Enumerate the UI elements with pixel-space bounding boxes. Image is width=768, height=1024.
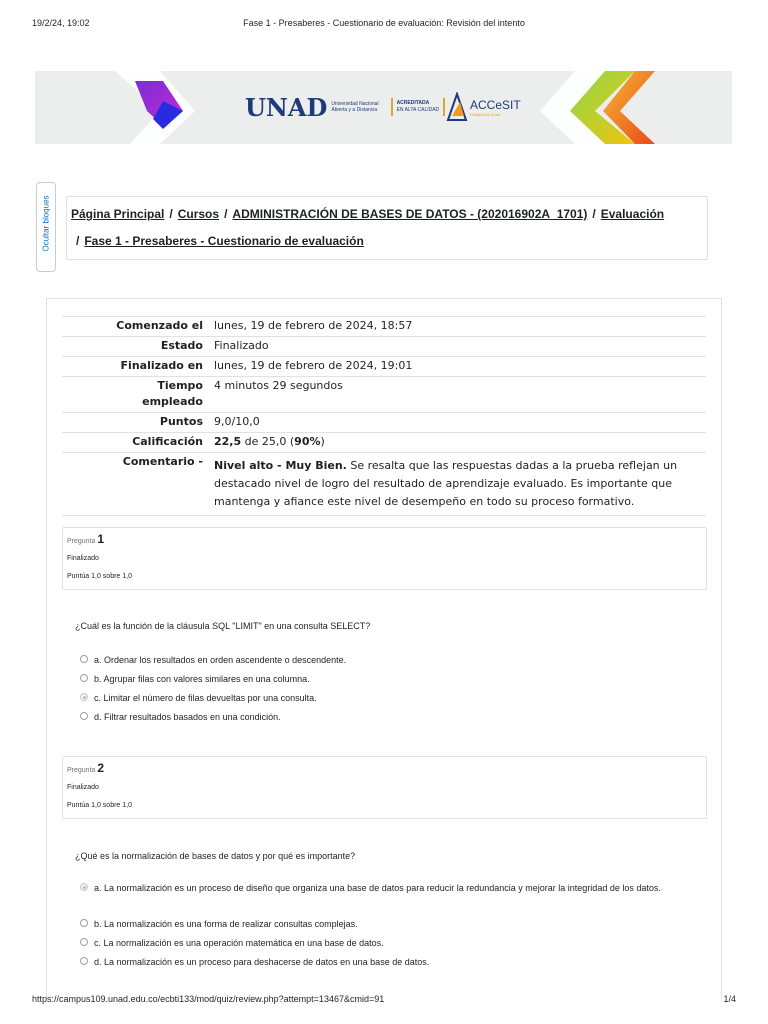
question-2-text: ¿Qué es la normalización de bases de datos y por qué es importante? [75,851,356,861]
grade-percent: 90% [294,435,321,448]
hide-blocks-toggle[interactable] [36,182,56,272]
breadcrumb-quiz[interactable]: Fase 1 - Presaberes - Cuestionario de evaluación [84,234,364,248]
unad-logo [245,89,445,125]
summary-value: Finalizado [210,337,706,357]
answer-option-selected[interactable] [80,691,700,705]
unad-name-line1: Universidad Nacional [331,101,379,107]
breadcrumb-home[interactable]: Página Principal [71,207,165,221]
summary-value: 9,0/10,0 [210,413,706,433]
radio-button-checked[interactable] [80,883,88,891]
question-number-value: 1 [97,532,105,546]
summary-label: Estado [62,337,210,357]
summary-row [62,377,706,413]
hide-blocks-label: Ocultar bloques [41,195,51,252]
accesit-mark-icon [446,92,468,122]
question-prefix: Pregunta [67,767,96,774]
question-state: Finalizado [67,784,99,791]
accreditation-line1: ACREDITADA [396,100,430,106]
grade-score: 22,5 [214,435,242,448]
radio-button[interactable] [80,919,88,927]
grade-value [210,433,706,453]
breadcrumb-separator: / [76,234,80,248]
summary-row-grade [62,433,706,453]
answer-option[interactable] [80,936,700,950]
radio-button-checked[interactable] [80,693,88,701]
comment-label: Comentario - [62,453,210,516]
breadcrumb-separator: / [592,207,596,221]
answer-text: b. La normalización es una forma de realizar consultas complejas. [94,919,358,929]
answer-text: d. La normalización es un proceso para deshacerse de datos en una base de datos. [94,957,430,967]
print-title: Fase 1 - Presaberes - Cuestionario de evaluación: Revisión del intento [243,18,525,28]
summary-row-comment [62,453,706,516]
answer-option[interactable] [80,955,700,969]
summary-label: Finalizado en [62,357,210,377]
breadcrumb-separator: / [169,207,173,221]
question-prefix: Pregunta [67,538,96,545]
summary-row [62,413,706,433]
question-1-info [62,527,707,590]
answer-text: b. Agrupar filas con valores similares en una columna. [94,674,310,684]
accesit-name: ACCeSIT [470,97,521,112]
summary-label: Puntos [62,413,210,433]
grade-label: Calificación [62,433,210,453]
print-footer [32,994,736,1008]
breadcrumb-evaluation[interactable]: Evaluación [600,207,665,221]
answer-option-selected[interactable] [80,881,690,896]
answer-text: d. Filtrar resultados basados en una condición. [94,712,281,722]
summary-value: lunes, 19 de febrero de 2024, 19:01 [210,357,706,377]
answer-text: c. Limitar el número de filas devueltas por una consulta. [94,693,317,703]
print-date: 19/2/24, 19:02 [32,18,90,28]
accesit-logo [446,89,521,125]
breadcrumb-courses[interactable]: Cursos [177,207,220,221]
answer-text: a. Ordenar los resultados en orden ascendente o descendente. [94,655,347,665]
summary-value: lunes, 19 de febrero de 2024, 18:57 [210,317,706,337]
attempt-summary-table [62,316,706,516]
grade-mid: de 25,0 ( [241,435,295,448]
print-header [32,18,736,32]
comment-level: Nivel alto - Muy Bien. [214,459,347,472]
answer-option[interactable] [80,672,700,686]
breadcrumb-separator: / [224,207,228,221]
unad-logo-letters: UNAD [245,92,328,122]
answer-option[interactable] [80,710,700,724]
print-url: https://campus109.unad.edu.co/ecbti133/mod/quiz/review.php?attempt=13467&cmid=91 [32,994,385,1004]
unad-name-line2: Abierta y a Distancia [331,107,378,113]
grade-end: ) [320,435,325,448]
question-number [67,761,104,775]
summary-label: Tiempo empleado [62,377,210,413]
radio-button[interactable] [80,938,88,946]
breadcrumb-course[interactable]: ADMINISTRACIÓN DE BASES DE DATOS - (202016902A_1701) [232,207,588,221]
summary-row [62,337,706,357]
summary-value: 4 minutos 29 segundos [210,377,706,413]
radio-button[interactable] [80,957,88,965]
print-page-number: 1/4 [723,994,736,1004]
question-number-value: 2 [97,761,105,775]
radio-button[interactable] [80,655,88,663]
question-number [67,532,104,546]
question-state: Finalizado [67,555,99,562]
radio-button[interactable] [80,674,88,682]
question-grade: Puntúa 1,0 sobre 1,0 [67,802,132,809]
answer-text: c. La normalización es una operación matemática en una base de datos. [94,938,384,948]
question-grade: Puntúa 1,0 sobre 1,0 [67,573,132,580]
answer-option[interactable] [80,917,700,931]
accesit-tagline: Plataforma Unad [470,111,501,117]
answer-text: a. La normalización es un proceso de diseño que organiza una base de datos para reducir la redundancia y mejorar la integridad de los datos. [94,883,661,893]
accreditation-line2: EN ALTA CALIDAD [396,107,440,113]
answer-option[interactable] [80,653,700,667]
summary-row [62,357,706,377]
radio-button[interactable] [80,712,88,720]
comment-text: Se resalta que las respuestas dadas a la prueba reflejan un destacado nivel de logro del resultado de aprendizaje evaluado. Es importante que mantenga y afiance este nivel de desempeño en todo su proceso formativo. [214,459,678,508]
summary-row [62,317,706,337]
breadcrumb [66,196,708,260]
comment-value [210,453,706,516]
summary-label: Comenzado el [62,317,210,337]
question-2-info [62,756,707,819]
question-1-text: ¿Cuál es la función de la cláusula SQL "LIMIT" en una consulta SELECT? [75,621,371,631]
